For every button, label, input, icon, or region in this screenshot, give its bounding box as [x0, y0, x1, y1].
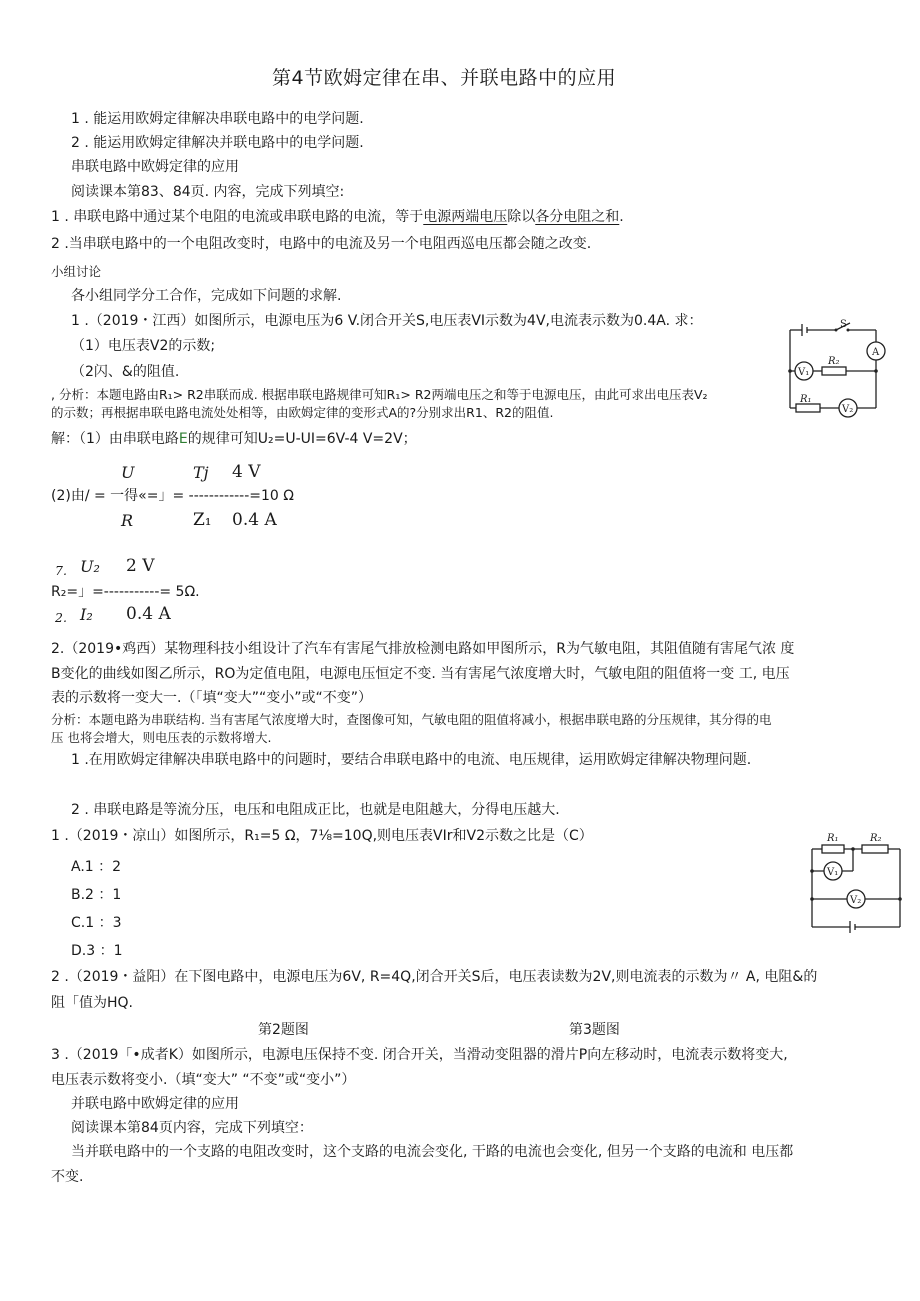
- exercise-1-option-c: C.1 ：3: [71, 915, 122, 931]
- summary-2: 2 . 串联电路是等流分压，电压和电阻成正比，也就是电阻越大，分得电压越大.: [71, 802, 560, 818]
- example-1-analysis-1: , 分析：本题电路由R₁> R2串联而成. 根据串联电路规律可知R₁> R2两端电压之和等于电源电压，由此可求出电压表V₂: [51, 387, 708, 402]
- voltmeter-v2-label: V₂: [850, 895, 862, 906]
- example-1-sub-2: （2闪、&的阻值.: [71, 364, 180, 380]
- exercise-1-option-b: B.2 ：1: [71, 887, 122, 903]
- example-1-sub-1: （1）电压表V2的示数;: [71, 338, 216, 354]
- fraction-numerator-u1: Tj: [193, 463, 209, 482]
- reading-instruction-1: 阅读课本第83、84页. 内容，完成下列填空:: [71, 184, 345, 200]
- fill-question-1-mid: 除以: [507, 209, 536, 225]
- summary-1: 1 .在用欧姆定律解决串联电路中的问题时，要结合串联电路中的电流、电压规律，运用欧姆定律解决物理问题.: [71, 752, 752, 768]
- circuit-diagram-2: [806, 827, 906, 937]
- learning-goal-1: 1 . 能运用欧姆定律解决串联电路中的电学问题.: [71, 111, 364, 127]
- resistor-r1-label: R₁: [800, 394, 812, 405]
- solution-step-1-mark: E: [178, 431, 188, 447]
- exercise-2-line-1: 2 .（2019・益阳）在下图电路中，电源电压为6V, R=4Q,闭合开关S后，电压表读数为2V,则电流表的示数为〃 A, 电阻&的: [51, 969, 818, 985]
- resistor-r1: [796, 404, 820, 412]
- exercise-1-option-a: A.1 ：2: [71, 859, 122, 875]
- fraction-numerator-u2: U₂: [80, 557, 100, 576]
- figure-2-caption: 第2题图: [258, 1022, 309, 1038]
- example-2-line-3: 表的示数将一变大一.（「填“变大”“变小”或“不变”）: [51, 690, 372, 706]
- example-2-analysis-1: 分析：本题电路为串联结构. 当有害尾气浓度增大时，查图像可知，气敏电阻的阻值将减小，根据串联电路的分压规律，其分得的电: [51, 712, 772, 727]
- resistor-r2: [862, 845, 888, 853]
- example-1-question: 1 .（2019・江西）如图所示，电源电压为6 V.闭合开关S,电压表VI示数为4V,电流表示数为0.4A. 求：: [71, 313, 703, 329]
- discussion-intro: 各小组同学分工合作，完成如下问题的求解.: [71, 288, 342, 304]
- exercise-1-question: 1 .（2019・凉山）如图所示，R₁=5 Ω，7⅛=10Q,则电压表VIr和V2示数之比是（C）: [51, 828, 593, 844]
- voltmeter-v1-label: V₁: [827, 867, 839, 878]
- fraction-denominator-value-2: 0.4 A: [126, 604, 171, 624]
- fill-question-1-suffix: .: [619, 209, 624, 225]
- example-2-analysis-2: 压 也将会增大，则电压表的示数将增大.: [51, 730, 272, 745]
- exercise-2-line-2: 阻「值为HQ.: [51, 995, 133, 1011]
- section-heading-parallel: 并联电路中欧姆定律的应用: [71, 1096, 239, 1112]
- circuit-diagram-1: [780, 318, 890, 426]
- reading-instruction-2: 阅读课本第84页内容，完成下列填空：: [71, 1120, 313, 1136]
- fill-answer-1: 电源两端电压: [423, 209, 508, 225]
- fill-question-1: [51, 208, 624, 226]
- resistor-r2-label: R₂: [828, 356, 840, 367]
- solution-step-1: [51, 430, 417, 448]
- fraction-mark-top: 7.: [55, 563, 67, 578]
- parallel-fill-line-1: 当并联电路中的一个支路的电阻改变时，这个支路的电流会变化, 干路的电流也会变化, 但另一个支路的电流和 电压都: [71, 1144, 794, 1160]
- section-heading-series: 串联电路中欧姆定律的应用: [71, 159, 239, 175]
- fraction-numerator-u: U: [121, 463, 135, 482]
- discussion-heading: 小组讨论: [51, 264, 102, 279]
- resistor-r1: [822, 845, 844, 853]
- example-2-line-1: 2.（2019•鸡西）某物理科技小组设计了汽车有害尾气排放检测电路如甲图所示，R为气敏电阻，其阻值随有害尾气浓 度: [51, 641, 795, 657]
- fill-question-1-prefix: 1 . 串联电路中通过某个电阻的电流或串联电路的电流，等于: [51, 209, 424, 225]
- solution-step-2-equation: (2)由/ = 一得«=」= ------------=10 Ω: [51, 488, 294, 504]
- resistor-r2-label: R₂: [870, 833, 882, 844]
- fraction-denominator-i1: Z₁: [193, 510, 212, 530]
- example-1-analysis-2: 的示数；再根据串联电路电流处处相等，由欧姆定律的变形式A的?分别求出R1、R2的阻值.: [51, 405, 554, 420]
- voltmeter-v2-label: V₂: [842, 404, 854, 415]
- fraction-denominator-value: 0.4 A: [232, 510, 277, 530]
- voltmeter-v1-label: V₁: [798, 367, 810, 378]
- example-2-line-2: B变化的曲线如图乙所示，RO为定值电阻，电源电压恒定不变. 当有害尾气浓度增大时，气敏电阻的阻值将一变 工, 电压: [51, 666, 790, 682]
- solution-step-1-suffix: 的规律可知U₂=U-UI=6V-4 V=2V；: [187, 431, 417, 447]
- resistor-r1-label: R₁: [827, 833, 839, 844]
- fraction-numerator-value-2: 2 V: [126, 556, 155, 576]
- learning-goal-2: 2 . 能运用欧姆定律解决并联电路中的电学问题.: [71, 135, 364, 151]
- fraction-denominator-i2: I₂: [80, 605, 93, 624]
- fraction-mark-bottom: 2.: [55, 610, 67, 625]
- solution-step-1-prefix: 解：（1）由串联电路: [51, 431, 179, 447]
- solution-step-3-equation: R₂=」=-----------= 5Ω.: [51, 584, 200, 600]
- exercise-1-option-d: D.3 ：1: [71, 943, 123, 959]
- fraction-denominator-r: R: [121, 511, 134, 530]
- fraction-numerator-value: 4 V: [232, 462, 261, 482]
- fill-question-2: 2 .当串联电路中的一个电阻改变时，电路中的电流及另一个电阻西巡电压都会随之改变.: [51, 236, 592, 252]
- figure-3-caption: 第3题图: [569, 1022, 620, 1038]
- exercise-3-line-1: 3 .（2019「•成者K）如图所示，电源电压保持不变. 闭合开关，当滑动变阻器的滑片P向左移动时，电流表示数将变大,: [51, 1047, 788, 1063]
- switch-label: S: [840, 319, 847, 330]
- parallel-fill-line-2: 不变.: [51, 1169, 84, 1185]
- exercise-3-line-2: 电压表示数将变小.（填“变大” “不变”或“变小”）: [51, 1072, 356, 1088]
- ammeter-label: A: [872, 347, 880, 358]
- fill-answer-2: 各分电阻之和: [535, 209, 620, 225]
- resistor-r2: [822, 367, 846, 375]
- page-title: 第4节欧姆定律在串、并联电路中的应用: [272, 67, 617, 89]
